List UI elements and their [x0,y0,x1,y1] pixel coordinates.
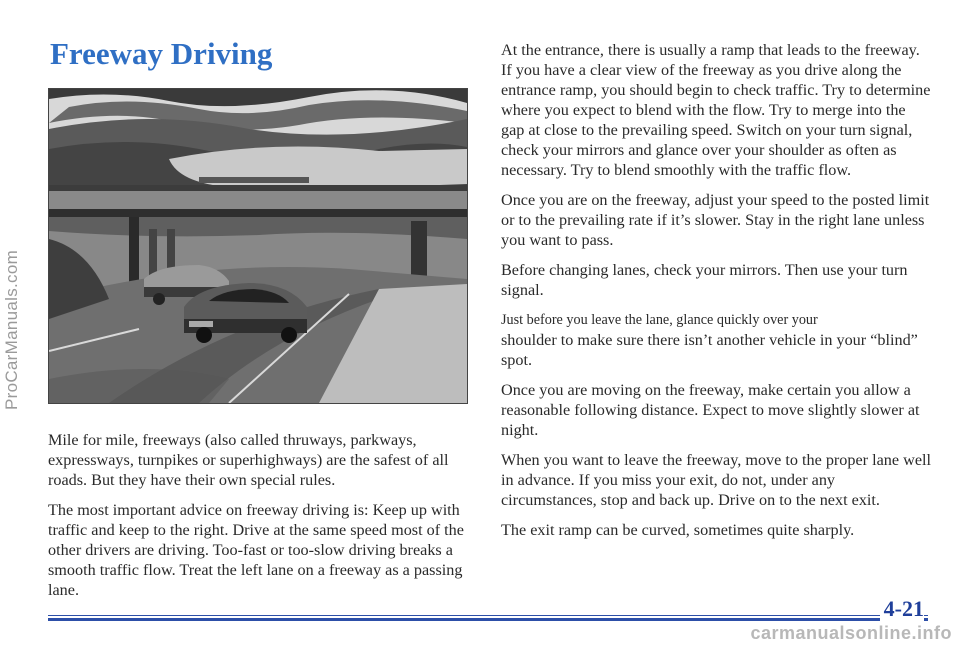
paragraph-leave-lane-small: Just before you leave the lane, glance quickly over your [501,312,818,328]
footer-watermark: carmanualsonline.info [750,623,952,643]
paragraph-entrance-ramp: At the entrance, there is usually a ramp that leads to the freeway. If you have a clear view of the freeway as you drive along the entrance ramp, you should begin to check traffic. Try to determine where you expect to blend with the flow. Try to merge into the gap at close to the prevailing speed. Switch on your turn signal, check your mirrors and glance over your shoulder as often as necessary. Try to blend smoothly with the traffic flow. [501,41,931,179]
page-number: 4-21 [880,596,924,622]
footer-rule-thick [48,618,928,621]
paragraph-leaving-freeway: When you want to leave the freeway, move to the proper lane well in advance. If you miss your exit, do not, under any circumstances, stop and back up. Drive on to the next exit. [501,451,931,509]
left-column-text [48,430,476,610]
side-watermark: ProCarManuals.com [2,249,21,411]
paragraph-exit-ramp: The exit ramp can be curved, sometimes quite sharply. [501,521,855,539]
page-title: Freeway Driving [50,36,273,71]
paragraph-changing-lanes: Before changing lanes, check your mirrors. Then use your turn signal. [501,261,908,299]
freeway-illustration [49,89,467,403]
paragraph-adjust-speed: Once you are on the freeway, adjust your speed to the posted limit or to the prevailing rate if it’s slower. Stay in the right lane unless you want to pass. [501,191,930,249]
paragraph-freeway-safety: Mile for mile, freeways (also called thruways, parkways, expressways, turnpikes or superhighways) are the safest of all roads. But they have their own special rules. [48,431,449,489]
paragraph-following-distance: Once you are moving on the freeway, make certain you allow a reasonable following distance. Expect to move slightly slower at night. [501,381,920,439]
freeway-photo [48,88,468,404]
paragraph-blind-spot: shoulder to make sure there isn’t another vehicle in your “blind” spot. [501,331,918,369]
right-column-text [501,40,931,550]
footer-rule-thin [48,615,928,616]
paragraph-keep-up-with-traffic: The most important advice on freeway driving is: Keep up with traffic and keep to the right. Drive at the same speed most of the other drivers are driving. Too-fast or too-slow driving breaks a smooth traffic flow. Treat the left lane on a freeway as a passing lane. [48,501,464,599]
